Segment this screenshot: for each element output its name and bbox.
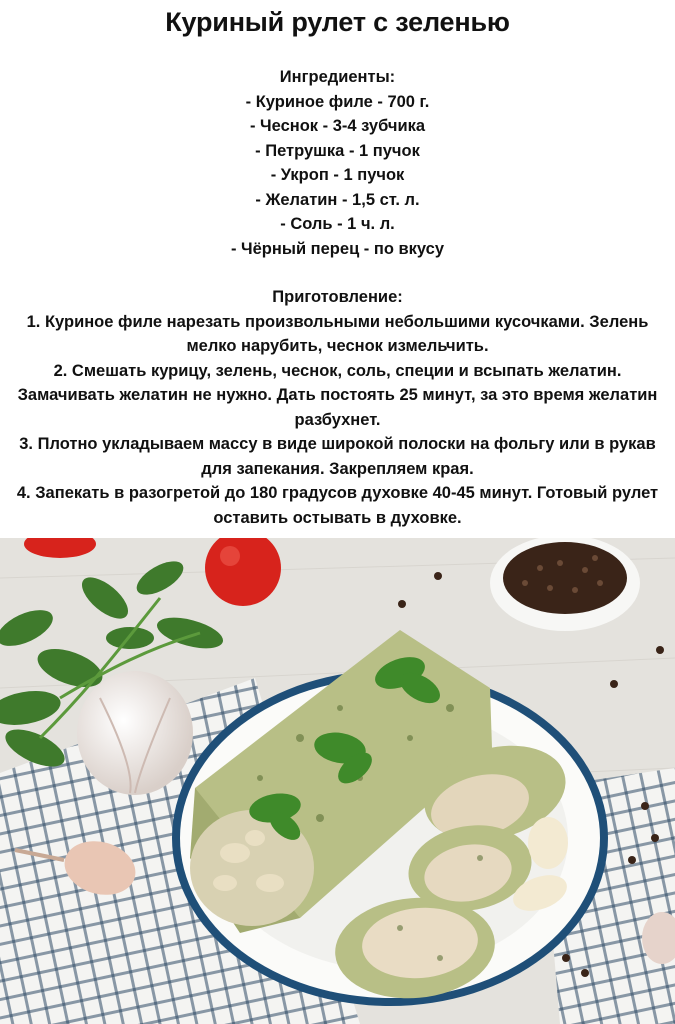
- method-heading: Приготовление:: [272, 288, 403, 306]
- garlic-bulb: [77, 671, 193, 795]
- method-steps: [0, 310, 675, 531]
- method-section: [0, 285, 675, 530]
- garlic-slice: [528, 817, 568, 869]
- ingredient-item: - Петрушка - 1 пучок: [255, 141, 420, 160]
- ingredients-heading: Ингредиенты:: [279, 68, 396, 86]
- food-photo-icon: [0, 538, 675, 1024]
- ingredient-item: - Желатин - 1,5 ст. л.: [255, 190, 420, 209]
- ingredient-item: - Чёрный перец - по вкусу: [230, 239, 445, 258]
- ingredient-item: - Укроп - 1 пучок: [270, 166, 405, 184]
- ingredients-list: [0, 90, 675, 262]
- ingredient-item: - Соль - 1 ч. л.: [280, 215, 395, 233]
- method-step: 1. Куриное филе нарезать произвольными небольшими кусочками. Зелень мелко нарубить, чеснок измельчить.: [26, 312, 649, 355]
- method-step: 3. Плотно укладываем массу в виде широкой полоски на фольгу или в рукав для запекания. Закрепляем края.: [19, 435, 656, 478]
- food-photo: [0, 538, 675, 1024]
- recipe-title: Куриный рулет с зеленью: [165, 7, 510, 37]
- ingredient-item: - Куриное филе - 700 г.: [245, 92, 430, 111]
- ingredient-item: - Чеснок - 3-4 зубчика: [249, 117, 426, 135]
- ingredients-section: [0, 65, 675, 261]
- method-step: 2. Смешать курицу, зелень, чеснок, соль, специи и всыпать желатин. Замачивать желатин не нужно. Дать постоять 25 минут, за это время желатин разбухнет.: [17, 361, 658, 429]
- method-step: 4. Запекать в разогретой до 180 градусов духовке 40-45 минут. Готовый рулет оставить остывать в духовке.: [16, 484, 659, 527]
